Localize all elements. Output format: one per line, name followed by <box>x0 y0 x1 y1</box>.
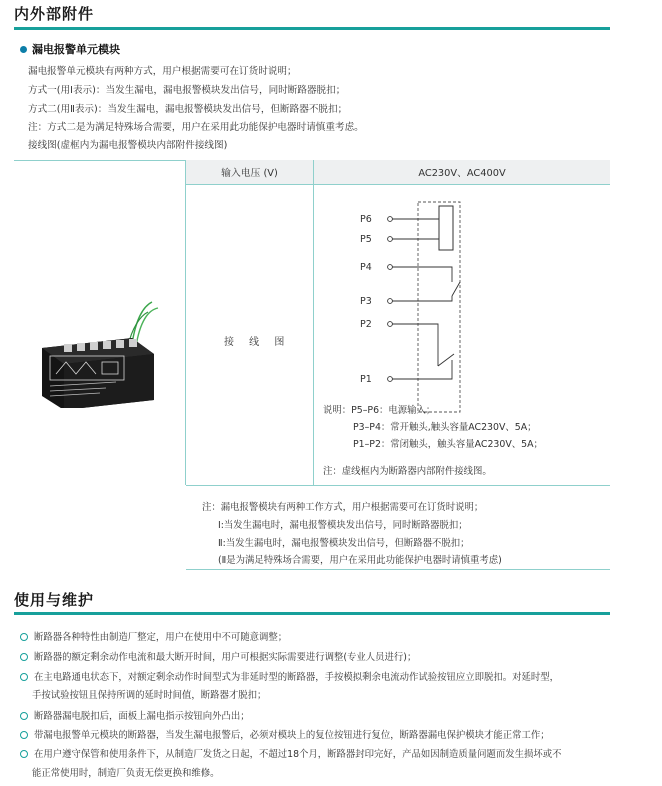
terminal-p5-label: P5 <box>360 234 372 245</box>
bottom-note-mode-one: Ⅰ:当发生漏电时，漏电报警模块发出信号，同时断路器脱扣； <box>218 520 468 531</box>
terminal-p3 <box>360 282 460 307</box>
section-title-accessories: 内外部附件 <box>14 5 95 23</box>
bullet-dot-icon <box>20 46 27 53</box>
inner-note: 注：虚线框内为断路器内部附件接线图。 <box>323 466 492 477</box>
normally-open-contact-icon <box>452 282 460 296</box>
ring-bullet-icon <box>20 673 28 681</box>
terminal-p2-label: P2 <box>360 319 372 330</box>
terminal-p4-icon <box>388 265 393 270</box>
ring-bullet-icon <box>20 653 28 661</box>
explain-line-nc-contact: P1–P2：常闭触头，触头容量AC230V、5A； <box>353 439 543 450</box>
mode-two-paragraph: 方式二(用Ⅱ表示)：当发生漏电，漏电报警模块发出信号，但断路器不脱扣； <box>28 104 348 115</box>
wiring-caption: 接线图(虚框内为漏电报警模块内部附件接线图) <box>28 140 228 151</box>
list-item <box>20 649 416 663</box>
list-item <box>20 629 287 643</box>
ring-bullet-icon <box>20 750 28 758</box>
wiring-table <box>14 160 610 570</box>
section-divider <box>14 27 610 30</box>
section-divider <box>14 612 610 615</box>
coil-element <box>439 206 453 250</box>
terminal-p2-icon <box>388 322 393 327</box>
explain-line-power: 说明：P5–P6：电源输入； <box>323 405 436 416</box>
ring-bullet-icon <box>20 712 28 720</box>
list-item-text: 在用户遵守保管和使用条件下，从制造厂发货之日起，不超过18个月，断路器封印完好，产品如因制造质量问题而发生损坏或不 <box>34 749 562 760</box>
list-item-continuation: 能正常使用时，制造厂负责无偿更换和维修。 <box>32 768 220 779</box>
terminal-p3-label: P3 <box>360 296 372 307</box>
module-photo <box>36 288 166 408</box>
table-header-value: AC230V、AC400V <box>314 160 610 184</box>
bottom-note-mode-two: Ⅱ:当发生漏电时，漏电报警模块发出信号，但断路器不脱扣； <box>218 538 470 549</box>
table-row-divider <box>186 485 610 486</box>
note-paragraph: 注：方式二是为满足特殊场合需要，用户在采用此功能保护电器时请慎重考虑。 <box>28 122 364 133</box>
list-item-text: 在主电路通电状态下，对额定剩余动作时间型式为非延时型的断路器，手按模拟剩余电流动作试验按钮应立即脱扣。对延时型， <box>34 672 560 683</box>
intro-paragraph: 漏电报警单元模块有两种方式，用户根据需要可在订货时说明； <box>28 66 297 77</box>
list-item-text: 断路器漏电脱扣后，面板上漏电指示按钮向外凸出； <box>34 711 250 722</box>
terminal-p5 <box>360 234 439 245</box>
list-item <box>20 746 562 760</box>
list-item-continuation: 手按试验按钮且保持所调的延时时间值，断路器才脱扣； <box>32 690 267 701</box>
ring-bullet-icon <box>20 633 28 641</box>
list-item-text: 带漏电报警单元模块的断路器，当发生漏电报警后，必须对模块上的复位按钮进行复位，断路器漏电保护模块才能正常工作； <box>34 730 550 741</box>
terminal-p1 <box>360 354 454 385</box>
terminal-p6 <box>360 214 439 225</box>
terminal-p6-label: P6 <box>360 214 372 225</box>
list-item <box>20 727 550 741</box>
mode-one-paragraph: 方式一(用Ⅰ表示)：当发生漏电，漏电报警模块发出信号，同时断路器脱扣； <box>28 85 346 96</box>
table-col-divider <box>185 160 186 485</box>
terminal-p6-icon <box>388 217 393 222</box>
terminal-p3-icon <box>388 299 393 304</box>
table-header-voltage: 输入电压 (V) <box>186 160 313 184</box>
terminal-p4 <box>360 262 452 282</box>
list-item <box>20 669 559 683</box>
list-item-text: 断路器的额定剩余动作电流和最大断开时间，用户可根据实际需要进行调整(专业人员进行)； <box>34 652 417 663</box>
wiring-diagram <box>314 184 610 424</box>
terminal-p1-label: P1 <box>360 374 372 385</box>
terminal-p4-label: P4 <box>360 262 372 273</box>
module-subheading <box>20 41 120 57</box>
list-item-text: 断路器各种特性由制造厂整定，用户在使用中不可随意调整； <box>34 632 288 643</box>
module-subheading-text: 漏电报警单元模块 <box>32 43 120 56</box>
terminal-p2 <box>360 319 438 366</box>
explain-line-no-contact: P3–P4：常开触头,触头容量AC230V、5A； <box>353 422 537 433</box>
wiring-label: 接 线 图 <box>224 337 291 348</box>
table-bottom-border <box>186 569 610 570</box>
ring-bullet-icon <box>20 731 28 739</box>
terminal-p5-icon <box>388 237 393 242</box>
list-item <box>20 708 250 722</box>
section-title-maintenance: 使用与维护 <box>14 591 95 609</box>
bottom-note-caution: (Ⅱ是为满足特殊场合需要，用户在采用此功能保护电器时请慎重考虑) <box>218 555 502 566</box>
terminal-p1-icon <box>388 377 393 382</box>
bottom-note-intro: 注：漏电报警模块有两种工作方式，用户根据需要可在订货时说明； <box>202 502 484 513</box>
